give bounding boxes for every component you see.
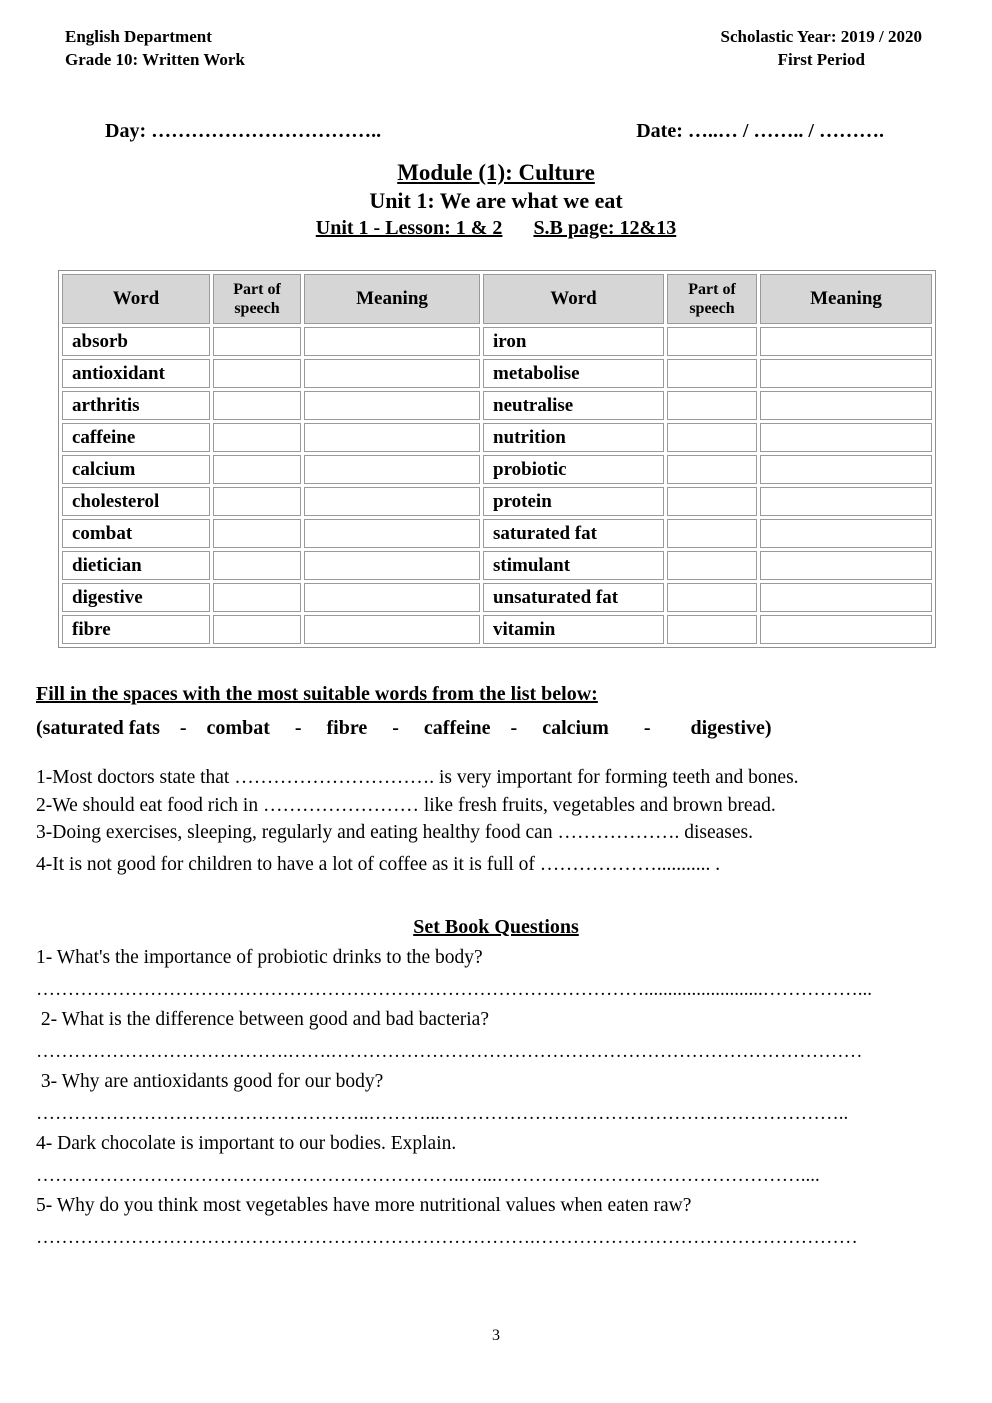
word-bank: (saturated fats - combat - fibre - caffeine - calcium - digestive) — [36, 717, 772, 739]
table-row — [62, 551, 932, 580]
vocab-word: absorb — [62, 327, 210, 356]
vocab-word: arthritis — [62, 391, 210, 420]
table-row — [62, 583, 932, 612]
header-left — [65, 25, 245, 71]
table-row — [62, 615, 932, 644]
header-right — [721, 25, 922, 71]
part-of-speech-cell — [667, 487, 757, 516]
meaning-cell — [760, 583, 932, 612]
meaning-cell — [760, 327, 932, 356]
table-header-row — [62, 274, 932, 324]
part-of-speech-cell — [213, 455, 301, 484]
vocab-word: iron — [483, 327, 664, 356]
lesson-label: Unit 1 - Lesson: 1 & 2 — [315, 217, 503, 239]
answer-line: ………………………………….…….………………………………………………………………………… — [36, 1041, 863, 1062]
answer-line: …………………………………………………………………………………….........................……………... — [36, 979, 872, 1000]
vocab-word: protein — [483, 487, 664, 516]
vocab-word: antioxidant — [62, 359, 210, 388]
fill-in-sentence: 3-Doing exercises, sleeping, regularly and eating healthy food can ………………. diseases. — [36, 822, 753, 843]
meaning-cell — [304, 359, 480, 388]
header — [0, 0, 992, 71]
answer-line: ……………………………………………..………...……………………………………………………….. — [36, 1103, 849, 1124]
vocab-word: digestive — [62, 583, 210, 612]
meaning-cell — [304, 327, 480, 356]
period-label: First Period — [777, 50, 865, 69]
col-header-word: Word — [62, 274, 210, 324]
fill-in-sentence: 4-It is not good for children to have a lot of coffee as it is full of ………………........... . — [36, 853, 721, 875]
part-of-speech-cell — [667, 551, 757, 580]
set-book-question: 4- Dark chocolate is important to our bodies. Explain. — [36, 1133, 457, 1154]
fill-in-heading: Fill in the spaces with the most suitable words from the list below: — [36, 683, 598, 705]
meaning-cell — [760, 455, 932, 484]
day-field — [105, 118, 381, 144]
day-blank-line: …………………………….. — [151, 120, 382, 142]
set-book-questions — [36, 946, 956, 1249]
col-header-meaning: Meaning — [760, 274, 932, 324]
part-of-speech-cell — [667, 327, 757, 356]
vocab-word: dietician — [62, 551, 210, 580]
page-number: 3 — [492, 1327, 500, 1344]
part-of-speech-cell — [213, 423, 301, 452]
part-of-speech-cell — [667, 359, 757, 388]
date-blank-line: …..… / …….. / ………. — [687, 120, 884, 142]
part-of-speech-cell — [213, 615, 301, 644]
set-book-question: 1- What's the importance of probiotic drinks to the body? — [36, 947, 483, 968]
meaning-cell — [304, 487, 480, 516]
date-label: Date: — [636, 120, 683, 142]
unit-title: Unit 1: We are what we eat — [369, 188, 623, 213]
vocab-word: caffeine — [62, 423, 210, 452]
col-header-word: Word — [483, 274, 664, 324]
part-of-speech-cell — [667, 423, 757, 452]
part-of-speech-cell — [667, 583, 757, 612]
part-of-speech-cell — [213, 551, 301, 580]
fill-in-sentences — [36, 764, 962, 878]
col-header-part-of-speech: Part of speech — [667, 274, 757, 324]
table-row — [62, 519, 932, 548]
fill-in-sentence: 1-Most doctors state that …………………………. is very important for forming teeth and bones. — [36, 767, 799, 788]
meaning-cell — [304, 423, 480, 452]
meaning-cell — [304, 455, 480, 484]
vocabulary-table — [58, 270, 936, 648]
vocab-word: stimulant — [483, 551, 664, 580]
part-of-speech-cell — [667, 391, 757, 420]
table-row — [62, 359, 932, 388]
table-row — [62, 327, 932, 356]
module-title: Module (1): Culture — [397, 160, 595, 185]
grade-label: Grade 10: Written Work — [65, 50, 245, 69]
vocab-word: combat — [62, 519, 210, 548]
vocab-word: fibre — [62, 615, 210, 644]
meaning-cell — [304, 519, 480, 548]
meaning-cell — [760, 519, 932, 548]
meaning-cell — [304, 391, 480, 420]
table-row — [62, 423, 932, 452]
part-of-speech-cell — [213, 359, 301, 388]
part-of-speech-cell — [667, 519, 757, 548]
set-book-question: 5- Why do you think most vegetables have more nutritional values when eaten raw? — [36, 1195, 692, 1216]
fill-in-sentence: 2-We should eat food rich in …………………… like fresh fruits, vegetables and brown bread. — [36, 794, 776, 816]
vocab-word: saturated fat — [483, 519, 664, 548]
col-header-part-of-speech: Part of speech — [213, 274, 301, 324]
date-field — [636, 118, 884, 144]
meaning-cell — [304, 583, 480, 612]
meaning-cell — [760, 551, 932, 580]
set-book-section — [0, 916, 992, 1249]
answer-line: …………………………………………………………………….…………………………………………… — [36, 1227, 858, 1248]
meaning-cell — [760, 487, 932, 516]
table-row — [62, 391, 932, 420]
col-header-meaning: Meaning — [304, 274, 480, 324]
vocab-word: unsaturated fat — [483, 583, 664, 612]
set-book-question: 3- Why are antioxidants good for our body? — [36, 1071, 384, 1092]
set-book-question: 2- What is the difference between good and bad bacteria? — [36, 1009, 489, 1030]
meaning-cell — [760, 359, 932, 388]
day-label: Day: — [105, 120, 147, 142]
vocab-word: cholesterol — [62, 487, 210, 516]
vocab-word: vitamin — [483, 615, 664, 644]
day-date-row — [0, 118, 992, 144]
meaning-cell — [760, 391, 932, 420]
part-of-speech-cell — [667, 615, 757, 644]
part-of-speech-cell — [667, 455, 757, 484]
meaning-cell — [760, 615, 932, 644]
meaning-cell — [760, 423, 932, 452]
part-of-speech-cell — [213, 391, 301, 420]
set-book-heading: Set Book Questions — [413, 916, 579, 938]
vocab-word: calcium — [62, 455, 210, 484]
scholastic-year-label: Scholastic Year: 2019 / 2020 — [720, 27, 922, 46]
table-row — [62, 455, 932, 484]
vocab-word: probiotic — [483, 455, 664, 484]
part-of-speech-cell — [213, 487, 301, 516]
part-of-speech-cell — [213, 583, 301, 612]
part-of-speech-cell — [213, 519, 301, 548]
department-label: English Department — [65, 27, 212, 46]
sb-page-label: S.B page: 12&13 — [533, 217, 677, 239]
vocab-word: neutralise — [483, 391, 664, 420]
answer-line: …………………………………………………………..…...………………………………………….... — [36, 1165, 820, 1186]
fill-in-exercise — [36, 681, 962, 878]
vocab-word: nutrition — [483, 423, 664, 452]
vocab-word: metabolise — [483, 359, 664, 388]
table-row — [62, 487, 932, 516]
titles-block — [0, 158, 992, 242]
part-of-speech-cell — [213, 327, 301, 356]
lesson-line — [0, 215, 992, 242]
meaning-cell — [304, 615, 480, 644]
meaning-cell — [304, 551, 480, 580]
